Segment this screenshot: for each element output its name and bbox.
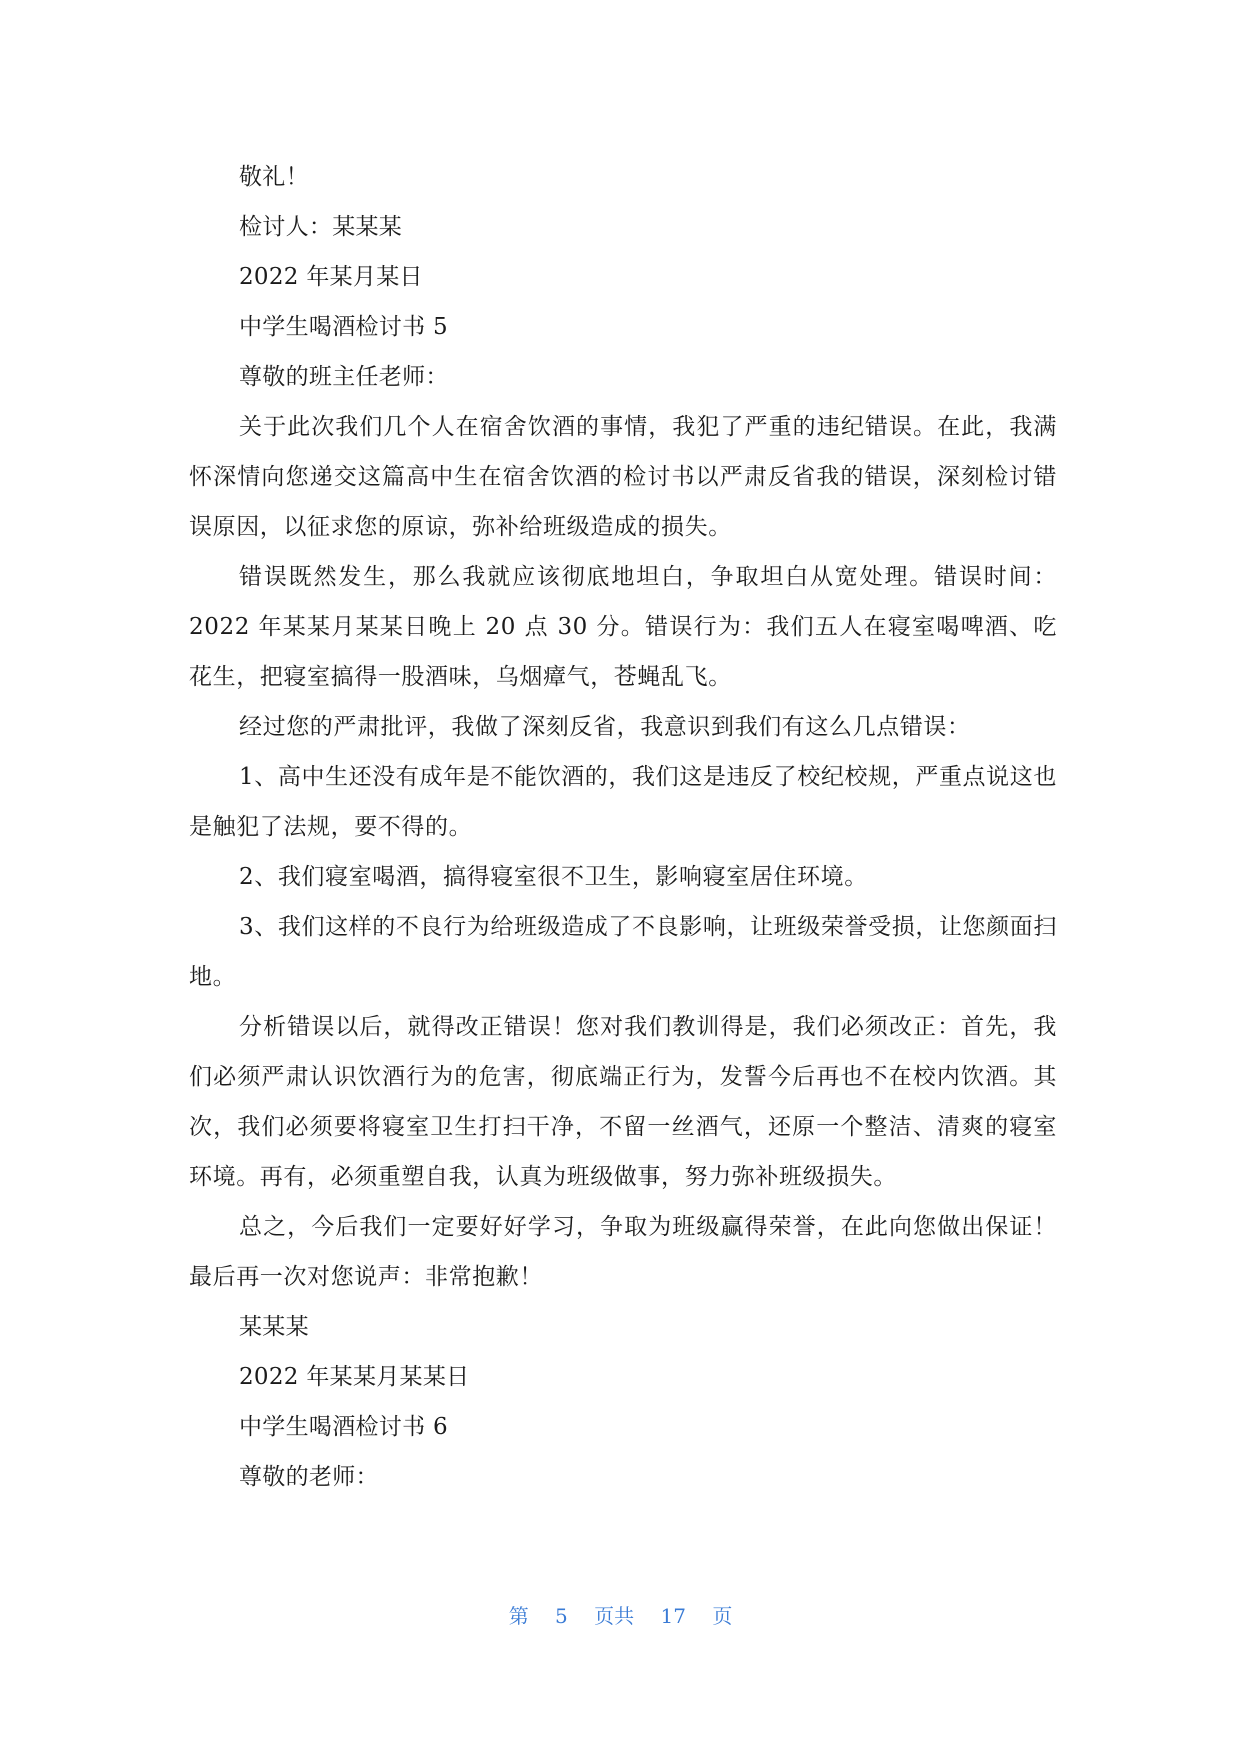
signature-line: 某某某 <box>239 1314 309 1340</box>
paragraph-reflection: 经过您的严肃批评，我做了深刻反省，我意识到我们有这么几点错误： <box>239 714 971 740</box>
greeting-line-6: 尊敬的老师： <box>239 1464 379 1490</box>
page-footer <box>0 1600 1241 1629</box>
signature-date-line: 2022 年某某月某某日 <box>239 1364 470 1390</box>
section-title-6: 中学生喝酒检讨书 6 <box>239 1414 448 1440</box>
date-line: 2022 年某月某日 <box>239 264 423 290</box>
footer-label-ye: 页 <box>712 1604 733 1628</box>
document-body <box>189 152 1057 1502</box>
greeting-line: 尊敬的班主任老师： <box>239 364 449 390</box>
paragraph-conclusion: 总之，今后我们一定要好好学习，争取为班级赢得荣誉，在此向您做出保证！最后再一次对您说声：非常抱歉！ <box>189 1214 1057 1290</box>
section-title-5: 中学生喝酒检讨书 5 <box>239 314 448 340</box>
footer-page-total: 17 <box>660 1604 686 1628</box>
paragraph-point-2: 2、我们寝室喝酒，搞得寝室很不卫生，影响寝室居住环境。 <box>239 864 868 890</box>
reviewer-line: 检讨人：某某某 <box>239 214 403 240</box>
paragraph-point-1: 1、高中生还没有成年是不能饮酒的，我们这是违反了校纪校规，严重点说这也是触犯了法规，要不得的。 <box>189 764 1057 840</box>
footer-label-di: 第 <box>508 1604 529 1628</box>
closing-salutation: 敬礼！ <box>239 164 309 190</box>
paragraph-intro: 关于此次我们几个人在宿舍饮酒的事情，我犯了严重的违纪错误。在此，我满怀深情向您递交这篇高中生在宿舍饮酒的检讨书以严肃反省我的错误，深刻检讨错误原因，以征求您的原谅，弥补给班级造成的损失。 <box>189 414 1057 540</box>
paragraph-correction: 分析错误以后，就得改正错误！您对我们教训得是，我们必须改正：首先，我们必须严肃认识饮酒行为的危害，彻底端正行为，发誓今后再也不在校内饮酒。其次，我们必须要将寝室卫生打扫干净，不留一丝酒气，还原一个整洁、清爽的寝室环境。再有，必须重塑自我，认真为班级做事，努力弥补班级损失。 <box>189 1014 1057 1190</box>
footer-page-current: 5 <box>555 1604 568 1628</box>
paragraph-confession: 错误既然发生，那么我就应该彻底地坦白，争取坦白从宽处理。错误时间：2022 年某某月某某日晚上 20 点 30 分。错误行为：我们五人在寝室喝啤酒、吃花生，把寝室搞得一股酒味，乌烟瘴气，苍蝇乱飞。 <box>189 564 1057 690</box>
paragraph-point-3: 3、我们这样的不良行为给班级造成了不良影响，让班级荣誉受损，让您颜面扫地。 <box>189 914 1057 990</box>
footer-label-ye-gong: 页共 <box>594 1604 635 1628</box>
